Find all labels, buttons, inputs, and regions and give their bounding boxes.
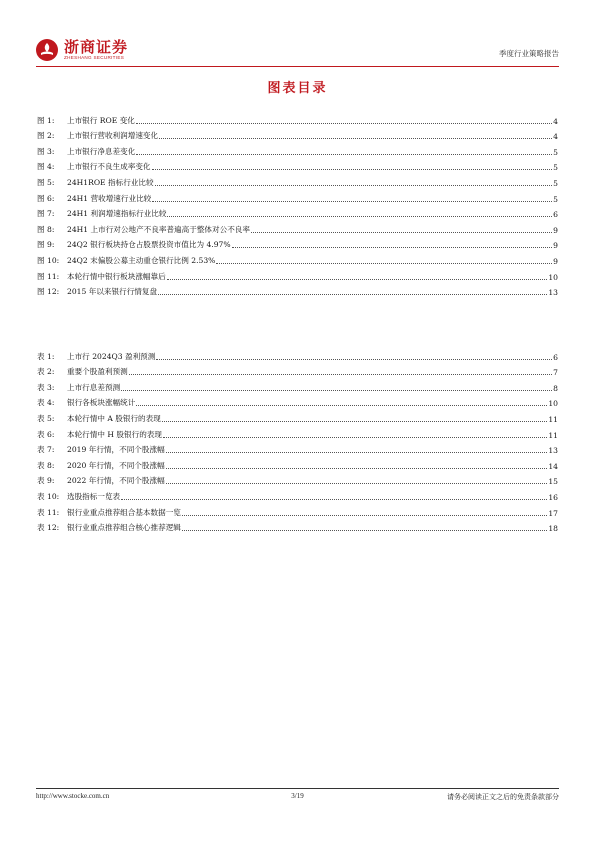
entry-page-number[interactable]: 4: [553, 132, 558, 142]
entry-title[interactable]: 上市银行 ROE 变化: [67, 115, 135, 125]
figure-toc-entry[interactable]: [37, 188, 558, 204]
table-toc-entry[interactable]: [37, 377, 558, 393]
company-logo: [36, 36, 128, 64]
entry-number: 表 6:: [37, 429, 55, 439]
entry-number: 图 3:: [37, 146, 55, 156]
dot-leader: [121, 499, 547, 500]
table-toc-entry[interactable]: [37, 518, 558, 534]
entry-number: 表 11:: [37, 507, 60, 517]
entry-title[interactable]: 本轮行情中银行板块涨幅靠后: [67, 271, 166, 281]
dot-leader: [158, 294, 547, 295]
entry-title[interactable]: 24H1ROE 指标行业比较: [67, 177, 154, 187]
entry-page-number[interactable]: 9: [553, 256, 558, 266]
dot-leader: [182, 515, 547, 516]
figure-toc-entry[interactable]: [37, 110, 558, 126]
dot-leader: [167, 216, 552, 217]
entry-number: 表 3:: [37, 382, 55, 392]
table-list: [37, 346, 558, 533]
entry-page-number[interactable]: 15: [548, 477, 558, 487]
entry-number: 表 10:: [37, 491, 60, 501]
entry-page-number[interactable]: 5: [553, 194, 558, 204]
logo-emblem-icon: [36, 39, 58, 61]
entry-page-number[interactable]: 16: [548, 492, 558, 502]
entry-page-number[interactable]: 5: [553, 178, 558, 188]
entry-page-number[interactable]: 9: [553, 225, 558, 235]
entry-title[interactable]: 银行各板块涨幅统计: [67, 398, 136, 408]
entry-title[interactable]: 本轮行情中 A 股银行的表现: [67, 413, 161, 423]
entry-number: 图 2:: [37, 131, 55, 141]
entry-number: 表 4:: [37, 398, 55, 408]
entry-page-number[interactable]: 6: [553, 210, 558, 220]
figure-list: [37, 110, 558, 297]
entry-title[interactable]: 上市行息差预测: [67, 382, 121, 392]
entry-number: 图 1:: [37, 115, 55, 125]
dot-leader: [136, 154, 552, 155]
figure-toc-entry[interactable]: [37, 250, 558, 266]
dot-leader: [167, 279, 548, 280]
figure-toc-entry[interactable]: [37, 219, 558, 235]
report-type: 季度行业策略报告: [499, 49, 559, 58]
dot-leader: [155, 185, 553, 186]
dot-leader: [156, 359, 552, 360]
entry-page-number[interactable]: 6: [553, 352, 558, 362]
entry-number: 表 8:: [37, 460, 55, 470]
entry-page-number[interactable]: 8: [553, 383, 558, 393]
entry-page-number[interactable]: 17: [548, 508, 558, 518]
entry-page-number[interactable]: 5: [553, 147, 558, 157]
table-toc-entry[interactable]: [37, 362, 558, 378]
dot-leader: [182, 530, 547, 531]
dot-leader: [251, 232, 552, 233]
table-toc-entry[interactable]: [37, 408, 558, 424]
figure-toc-entry[interactable]: [37, 126, 558, 142]
entry-number: 图 10:: [37, 255, 60, 265]
table-toc-entry[interactable]: [37, 424, 558, 440]
dot-leader: [121, 390, 552, 391]
entry-number: 表 9:: [37, 476, 55, 486]
header-divider: [36, 66, 559, 67]
entry-page-number[interactable]: 14: [548, 461, 558, 471]
entry-title[interactable]: 2020 年行情，不同个股涨幅: [67, 460, 165, 470]
figure-toc-entry[interactable]: [37, 235, 558, 251]
entry-page-number[interactable]: 10: [548, 272, 558, 282]
entry-title[interactable]: 2022 年行情，不同个股涨幅: [67, 476, 165, 486]
figure-toc-entry[interactable]: [37, 157, 558, 173]
entry-number: 图 11:: [37, 271, 60, 281]
figure-toc-entry[interactable]: [37, 266, 558, 282]
entry-page-number[interactable]: 10: [548, 399, 558, 409]
entry-title[interactable]: 上市行 2024Q3 盈利预测: [67, 351, 156, 361]
table-toc-entry[interactable]: [37, 440, 558, 456]
entry-title[interactable]: 银行业重点推荐组合核心推荐逻辑: [67, 523, 181, 533]
entry-title[interactable]: 24H1 上市行对公地产不良率普遍高于整体对公不良率: [67, 224, 250, 234]
dot-leader: [162, 421, 547, 422]
entry-page-number[interactable]: 5: [553, 163, 558, 173]
entry-title[interactable]: 重要个股盈利预测: [67, 367, 128, 377]
dot-leader: [136, 405, 547, 406]
entry-number: 图 9:: [37, 240, 55, 250]
table-toc-entry[interactable]: [37, 455, 558, 471]
dot-leader: [216, 263, 552, 264]
page-header: [36, 36, 559, 66]
footer-disclaimer: 请务必阅读正文之后的免责条款部分: [447, 793, 559, 801]
entry-number: 表 7:: [37, 445, 55, 455]
entry-number: 表 1:: [37, 351, 55, 361]
dot-leader: [159, 138, 552, 139]
dot-leader: [129, 374, 552, 375]
dot-leader: [166, 468, 548, 469]
entry-number: 图 12:: [37, 287, 60, 297]
dot-leader: [166, 483, 548, 484]
entry-number: 表 12:: [37, 523, 60, 533]
entry-number: 图 4:: [37, 162, 55, 172]
table-toc-entry[interactable]: [37, 502, 558, 518]
entry-title[interactable]: 2015 年以来银行行情复盘: [67, 287, 158, 297]
figure-toc-entry[interactable]: [37, 141, 558, 157]
entry-number: 图 8:: [37, 224, 55, 234]
entry-page-number[interactable]: 9: [553, 241, 558, 251]
entry-title[interactable]: 24Q2 银行板块持仓占股票投资市值比为 4.97%: [67, 240, 231, 250]
dot-leader: [166, 452, 548, 453]
entry-title[interactable]: 24Q2 末偏股公募主动重仓银行比例 2.53%: [67, 255, 216, 265]
page-title: 图表目录: [267, 81, 328, 96]
entry-title[interactable]: 24H1 利润增速指标行业比较: [67, 209, 167, 219]
entry-number: 图 6:: [37, 193, 55, 203]
entry-title[interactable]: 本轮行情中 H 股银行的表现: [67, 429, 162, 439]
entry-title[interactable]: 上市银行净息差变化: [67, 146, 136, 156]
entry-title[interactable]: 上市银行营收利润增速变化: [67, 131, 159, 141]
entry-title[interactable]: 2019 年行情，不同个股涨幅: [67, 445, 165, 455]
logo-chinese-name: 浙商证券: [64, 38, 129, 56]
table-toc-entry[interactable]: [37, 393, 558, 409]
entry-number: 图 5:: [37, 177, 55, 187]
entry-title[interactable]: 选股指标一览表: [67, 491, 121, 501]
entry-page-number[interactable]: 18: [548, 524, 558, 534]
entry-title[interactable]: 银行业重点推荐组合基本数据一览: [67, 507, 181, 517]
figure-toc-entry[interactable]: [37, 282, 558, 298]
entry-page-number[interactable]: 13: [548, 446, 558, 456]
page-number: 3/19: [291, 792, 304, 800]
entry-number: 图 7:: [37, 209, 55, 219]
table-toc-entry[interactable]: [37, 471, 558, 487]
entry-title[interactable]: 24H1 营收增速行业比较: [67, 193, 152, 203]
table-toc-entry[interactable]: [37, 486, 558, 502]
figure-toc-entry[interactable]: [37, 204, 558, 220]
entry-page-number[interactable]: 11: [548, 430, 558, 440]
page-footer: [36, 792, 559, 804]
entry-page-number[interactable]: 4: [553, 116, 558, 126]
entry-number: 表 5:: [37, 413, 55, 423]
footer-url[interactable]: http://www.stocke.com.cn: [36, 792, 110, 800]
dot-leader: [232, 247, 553, 248]
dot-leader: [152, 201, 552, 202]
figure-toc-entry[interactable]: [37, 172, 558, 188]
entry-page-number[interactable]: 13: [548, 288, 558, 298]
footer-divider: [36, 788, 559, 789]
logo-english-name: ZHESHANG SECURITIES: [64, 55, 125, 60]
entry-title[interactable]: 上市银行不良生成率变化: [67, 162, 151, 172]
entry-page-number[interactable]: 11: [548, 414, 558, 424]
entry-number: 表 2:: [37, 367, 55, 377]
dot-leader: [152, 169, 553, 170]
dot-leader: [163, 437, 547, 438]
entry-page-number[interactable]: 7: [553, 368, 558, 378]
dot-leader: [136, 123, 552, 124]
table-toc-entry[interactable]: [37, 346, 558, 362]
